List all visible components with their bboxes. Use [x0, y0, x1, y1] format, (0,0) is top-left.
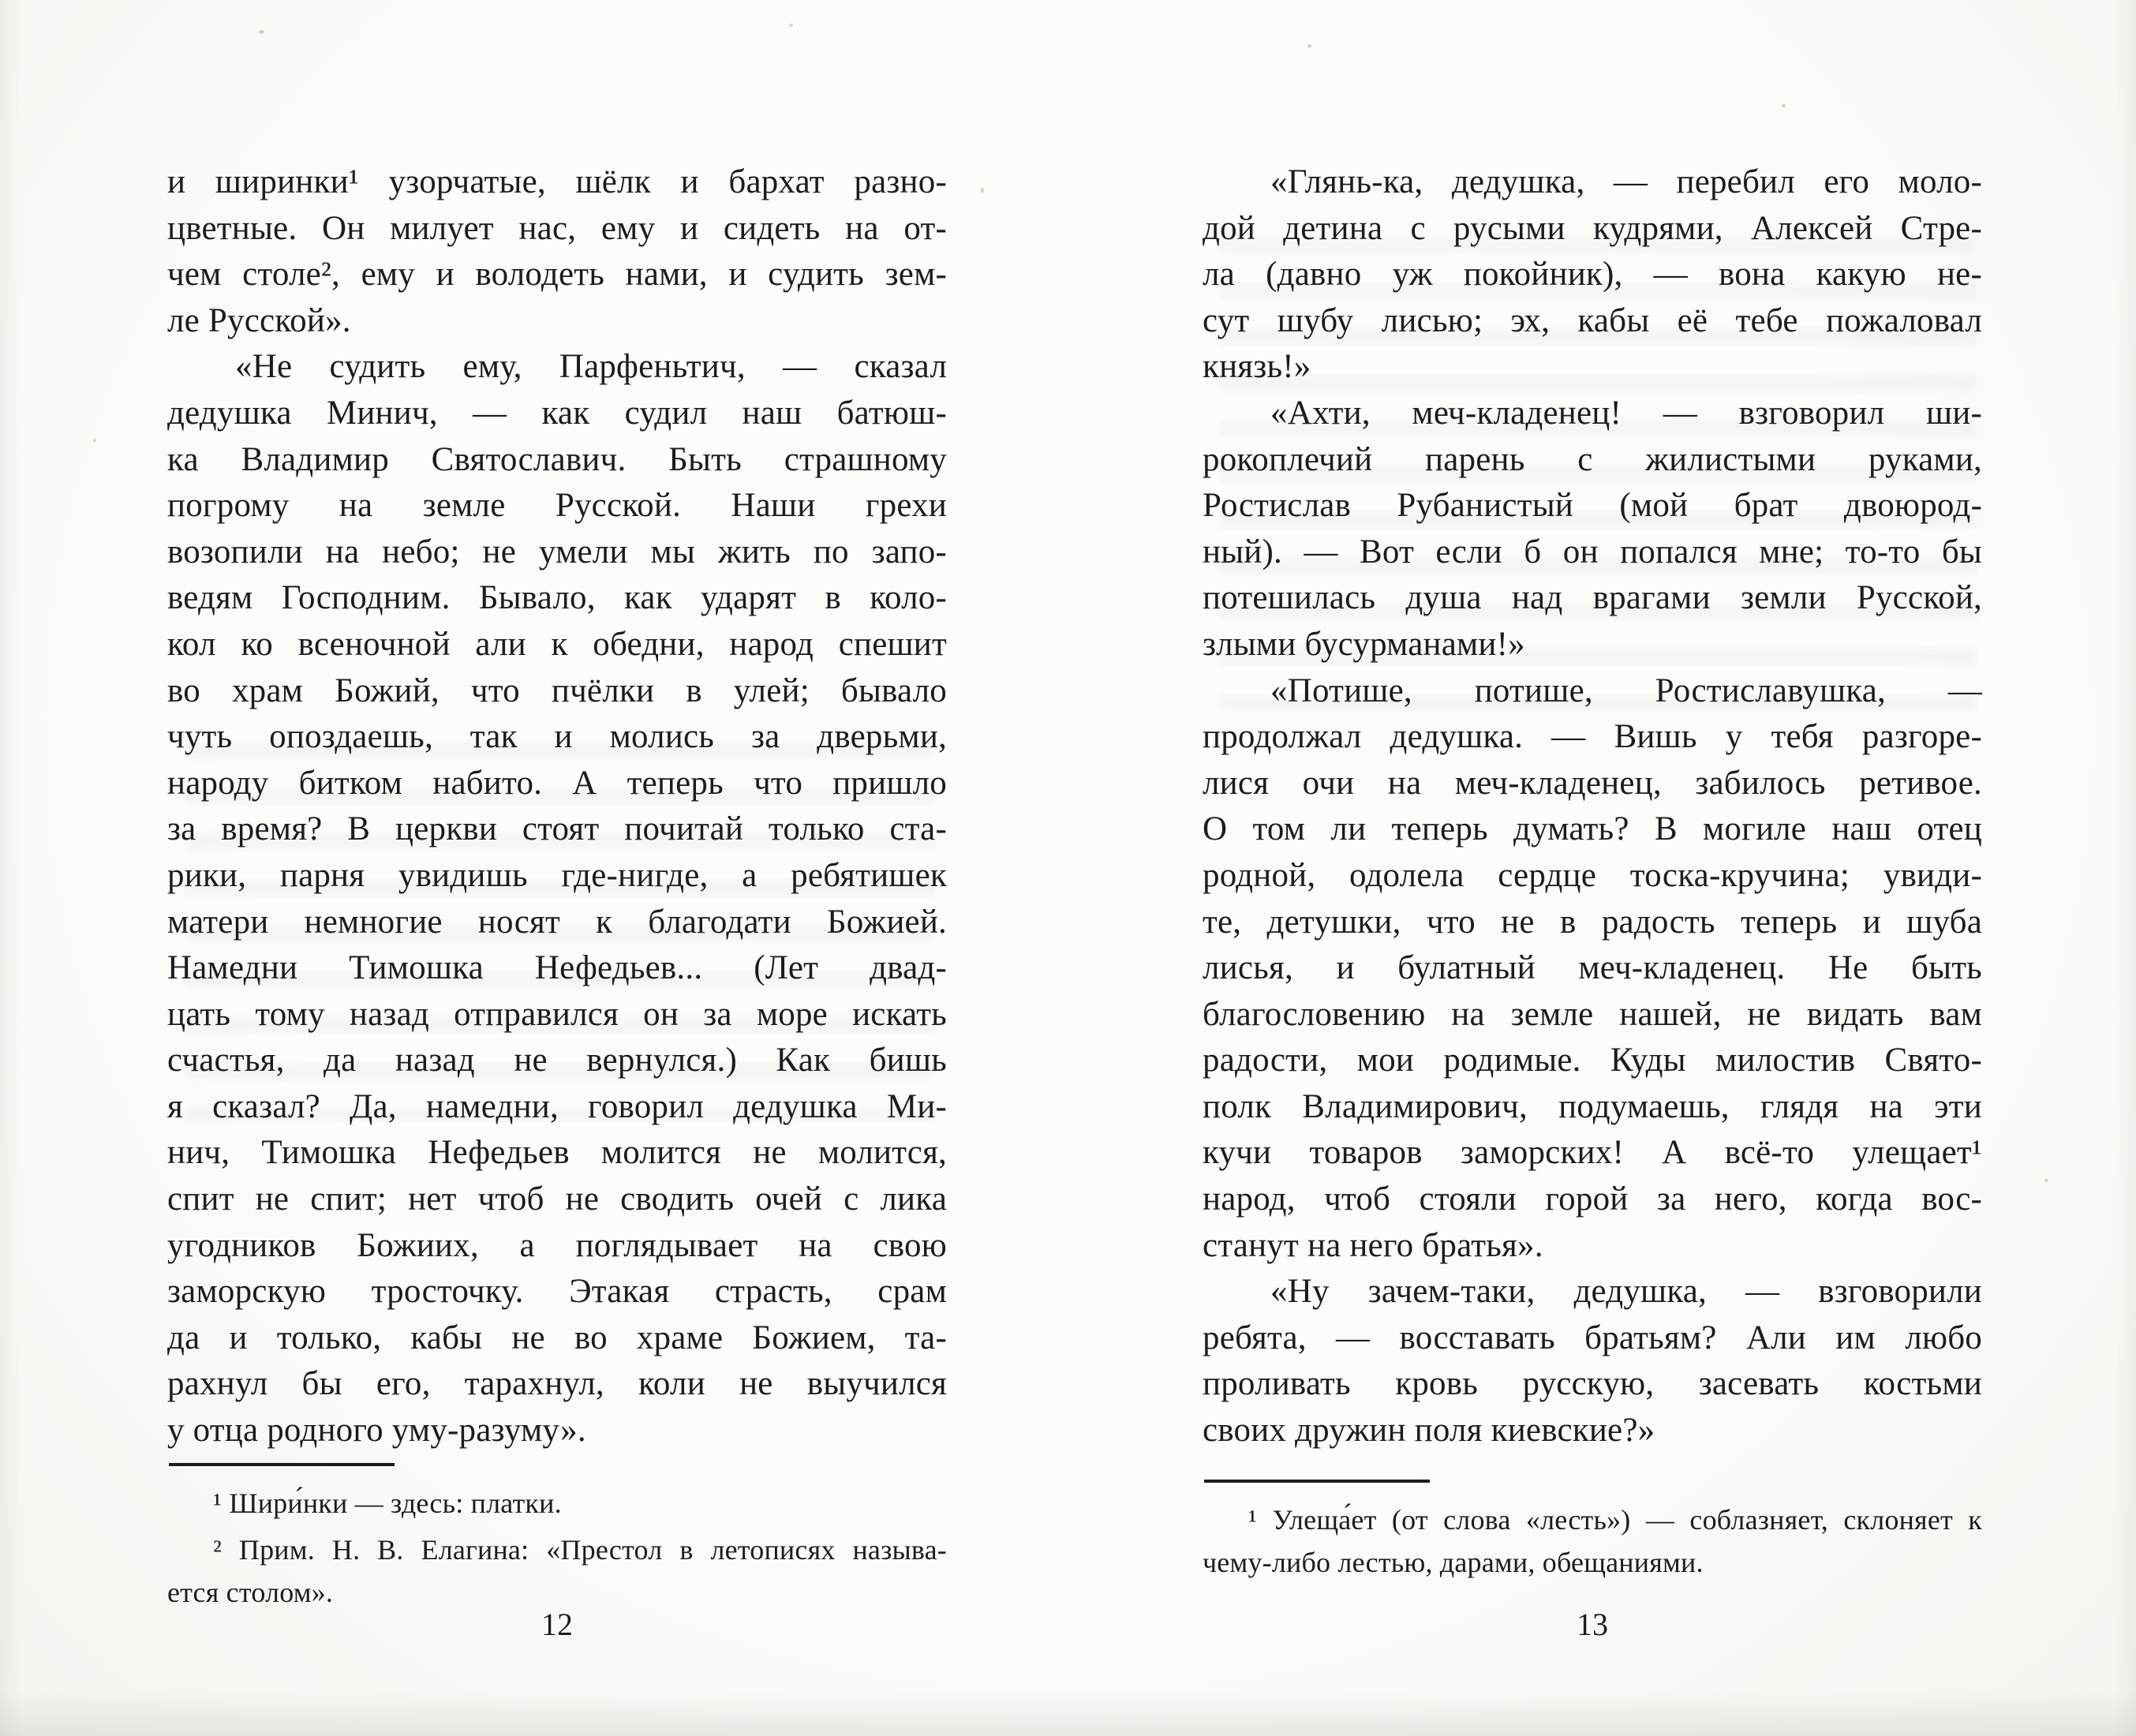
text-line: потешилась душа над врагами земли Русской, — [1203, 579, 1982, 617]
paragraph — [1203, 668, 1982, 1270]
text-line: спит не спит; нет чтоб не сводить очей с лика — [167, 1180, 947, 1218]
text-line: цветные. Он милует нас, ему и сидеть на от- — [167, 209, 947, 247]
text-line: рахнул бы его, тарахнул, коли не выучился — [167, 1365, 947, 1403]
text-line: ребята, — восставать братьям? Али им любо — [1203, 1319, 1982, 1356]
text-line: сут шубу лисью; эх, кабы её тебе пожаловал — [1203, 301, 1982, 339]
page-body — [167, 159, 947, 1454]
footnotes — [167, 1482, 947, 1618]
text-line: кучи товаров заморских! А всё-то улещает¹ — [1203, 1134, 1982, 1172]
paragraph — [1203, 391, 1982, 668]
scan-speck — [981, 188, 984, 193]
text-line: ный). — Вот если б он попался мне; то-то бы — [1203, 533, 1982, 571]
footnote-line: ¹ Улеща́ет (от слова «лесть») — соблазняет, склоняет к — [1248, 1504, 1982, 1536]
paragraph — [1203, 159, 1982, 391]
text-line: народ, чтоб стояли горой за него, когда вос- — [1203, 1180, 1982, 1218]
text-line: проливать кровь русскую, засевать костьми — [1203, 1365, 1982, 1403]
footnote-line: чему-либо лестью, дарами, обещаниями. — [1203, 1547, 1704, 1578]
footnote-line: ¹ Шири́нки — здесь: платки. — [213, 1487, 562, 1519]
text-line: чуть опоздаешь, так и молись за дверьми, — [167, 718, 947, 756]
text-line: те, детушки, что не в радость теперь и шуба — [1203, 903, 1982, 941]
text-line: Ростислав Рубанистый (мой брат двоюрод- — [1203, 487, 1982, 525]
text-line: рокоплечий парень с жилистыми руками, — [1203, 440, 1982, 478]
scan-edge-shade — [0, 0, 21, 1736]
text-line: за время? В церкви стоят почитай только ста- — [167, 810, 947, 848]
text-line: «Не судить ему, Парфеньтич, — сказал — [235, 348, 947, 386]
text-line: «Ахти, меч-кладенец! — взговорил ши- — [1270, 394, 1982, 432]
page-body — [1203, 159, 1982, 1454]
footnote-separator — [169, 1463, 395, 1466]
scan-edge-shade — [2115, 0, 2136, 1736]
scan-speck — [2044, 1179, 2048, 1182]
text-line: лися очи на меч-кладенец, забилось ретивое. — [1203, 764, 1982, 802]
text-line: князь!» — [1203, 348, 1311, 386]
text-line: продолжал дедушка. — Вишь у тебя разгоре- — [1203, 718, 1982, 756]
text-line: возопили на небо; не умели мы жить по запо- — [167, 533, 947, 571]
text-line: дедушка Минич, — как судил наш батюш- — [167, 394, 947, 432]
text-line: дой детина с русыми кудрями, Алексей Стре- — [1203, 209, 1982, 247]
text-line: станут на него братья». — [1203, 1226, 1543, 1264]
footnote — [167, 1528, 947, 1614]
footnote-line: ² Прим. Н. В. Елагина: «Престол в летописях называ- — [213, 1534, 947, 1566]
text-line: угодников Божиих, а поглядывает на свою — [167, 1226, 947, 1264]
text-line: ведям Господним. Бывало, как ударят в коло- — [167, 579, 947, 617]
text-line: «Глянь-ка, дедушка, — перебил его моло- — [1270, 163, 1982, 200]
text-line: матери немногие носят к благодати Божией. — [167, 903, 947, 941]
scan-speck — [1782, 104, 1786, 107]
text-line: нич, Тимошка Нефедьев молится не молится, — [167, 1134, 947, 1172]
text-line: родной, одолела сердце тоска-кручина; увиди- — [1203, 856, 1982, 894]
footnotes — [1203, 1498, 1982, 1588]
text-line: злыми бусурманами!» — [1203, 625, 1525, 663]
text-line: чем столе², ему и володеть нами, и судить зем- — [167, 256, 947, 294]
text-line: кол ко всеночной али к обедни, народ спешит — [167, 625, 947, 663]
scan-edge-shade — [0, 1692, 2136, 1736]
paragraph — [167, 159, 947, 344]
text-line: рики, парня увидишь где-нигде, а ребятишек — [167, 856, 947, 894]
footnote-separator — [1204, 1480, 1430, 1483]
text-line: у отца родного уму-разуму». — [167, 1412, 586, 1450]
paragraph — [167, 344, 947, 1454]
scan-speck — [1307, 44, 1311, 48]
scan-speck — [93, 439, 96, 442]
text-line: народу битком набито. А теперь что пришло — [167, 764, 947, 802]
text-line: лисья, и булатный меч-кладенец. Не быть — [1203, 949, 1982, 987]
scan-speck — [789, 24, 793, 27]
text-line: ла (давно уж покойник), — вона какую не- — [1203, 256, 1982, 294]
text-line: благословению на земле нашей, не видать вам — [1203, 995, 1982, 1033]
text-line: полк Владимирович, подумаешь, глядя на эти — [1203, 1087, 1982, 1125]
text-line: и ширинки¹ узорчатые, шёлк и бархат разно- — [167, 163, 947, 200]
text-line: Намедни Тимошка Нефедьев... (Лет двад- — [167, 949, 947, 987]
text-line: своих дружин поля киевские?» — [1203, 1412, 1655, 1450]
text-line: заморскую тросточку. Этакая страсть, срам — [167, 1273, 947, 1311]
page-number: 12 — [541, 1607, 573, 1642]
text-line: ка Владимир Святославич. Быть страшному — [167, 440, 947, 478]
footnote-line: ется столом». — [167, 1577, 334, 1608]
page-number: 13 — [1577, 1607, 1608, 1642]
scan-speck — [259, 30, 264, 34]
text-line: цать тому назад отправился он за море искать — [167, 995, 947, 1033]
text-line: радости, мои родимые. Куды милостив Свято- — [1203, 1042, 1982, 1079]
text-line: погрому на земле Русской. Наши грехи — [167, 487, 947, 525]
text-line: О том ли теперь думать? В могиле наш отец — [1203, 810, 1982, 848]
footnote — [167, 1482, 947, 1525]
text-line: счастья, да назад не вернулся.) Как бишь — [167, 1042, 947, 1079]
text-line: да и только, кабы не во храме Божием, та- — [167, 1319, 947, 1356]
footnote — [1203, 1498, 1982, 1584]
text-line: во храм Божий, что пчёлки в улей; бывало — [167, 672, 947, 709]
text-line: я сказал? Да, намедни, говорил дедушка Ми- — [167, 1087, 947, 1125]
text-line: ле Русской». — [167, 301, 351, 339]
paragraph — [1203, 1269, 1982, 1454]
text-line: «Потише, потише, Ростиславушка, — — [1270, 672, 1982, 709]
text-line: «Ну зачем-таки, дедушка, — взговорили — [1270, 1273, 1982, 1311]
